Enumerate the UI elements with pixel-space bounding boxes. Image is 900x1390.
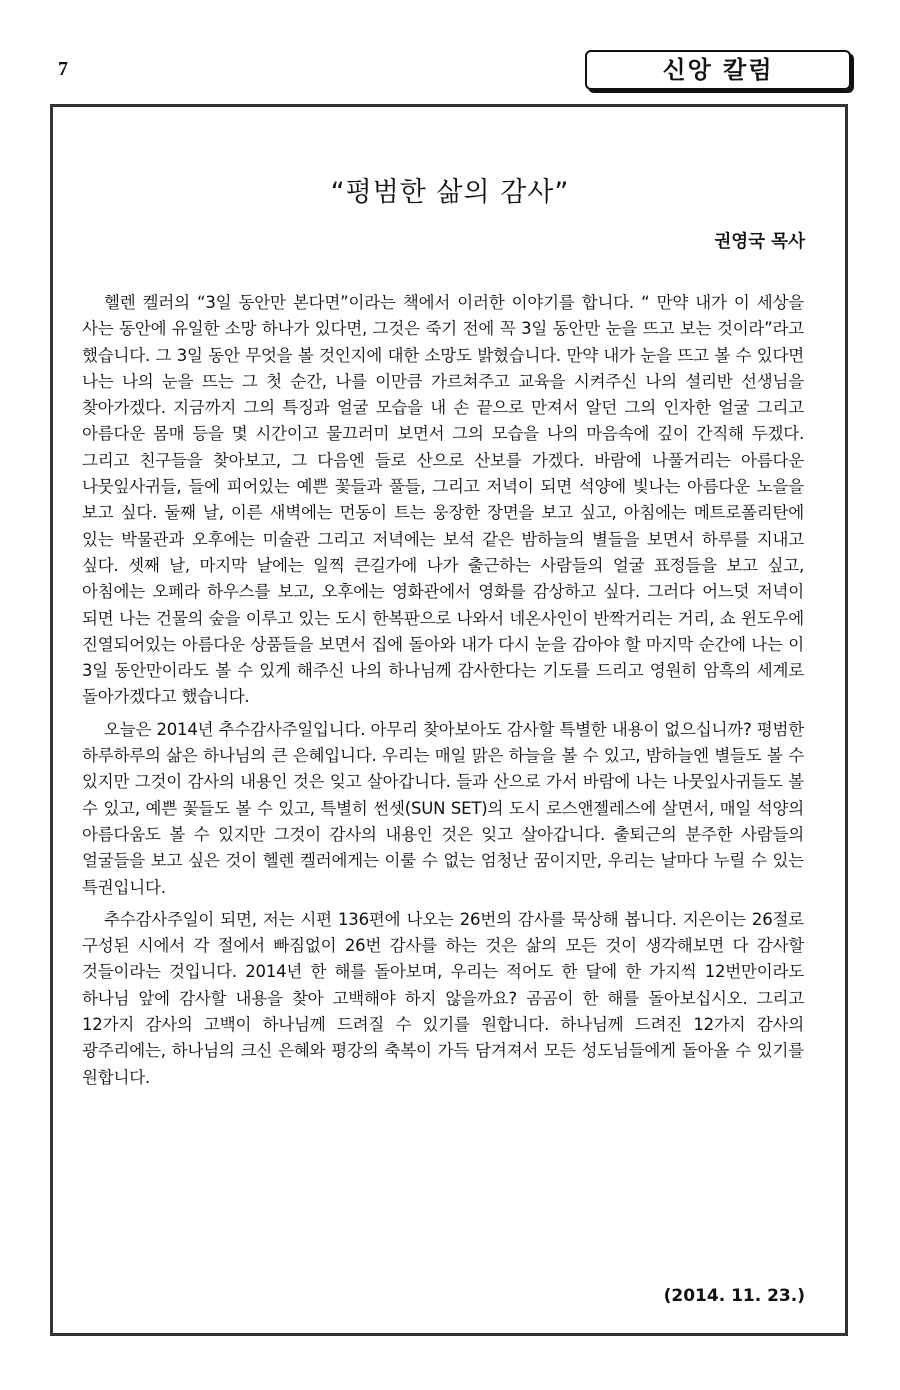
section-title: 신앙 칼럼 [585, 50, 851, 90]
page-number: 7 [58, 58, 68, 80]
article-body [82, 290, 804, 1097]
article-date: (2014. 11. 23.) [663, 1286, 805, 1306]
article-paragraph: 헬렌 켈러의 “3일 동안만 본다면”이라는 책에서 이러한 이야기를 합니다. “ 만약 내가 이 세상을 사는 동안에 유일한 소망 하나가 있다면, 그것은 죽기 전에 꼭 3일 동안만 눈을 뜨고 보는 것이라”라고 했습니다. 그 3일 동안 무엇을 볼 것인지에 대한 소망도 밝혔습니다. 만약 내가 눈을 뜨고 볼 수 있다면 나는 나의 눈을 뜨는 그 첫 순간, 나를 이만큼 가르쳐주고 교육을 시켜주신 나의 셜리반 선생님을 찾아가겠다. 지금까지 그의 특징과 얼굴 모습을 내 손 끝으로 만져서 알던 그의 인자한 얼굴 그리고 아름다운 몸매 등을 몇 시간이고 물끄러미 보면서 그의 모습을 나의 마음속에 깊이 간직해 두겠다. 그리고 친구들을 찾아보고, 그 다음엔 들로 산으로 산보를 가겠다. 바람에 나풀거리는 아름다운 나뭇잎사귀들, 들에 피어있는 예쁜 꽃들과 풀들, 그리고 저녁이 되면 석양에 빛나는 아름다운 노을을 보고 싶다. 둘째 날, 이른 새벽에는 먼동이 트는 웅장한 장면을 보고 싶고, 아침에는 메트로폴리탄에 있는 박물관과 오후에는 미술관 그리고 저녁에는 보석 같은 밤하늘의 별들을 보면서 하루를 지내고 싶다. 셋째 날, 마지막 날에는 일찍 큰길가에 나가 출근하는 사람들의 얼굴 표정들을 보고 싶고, 아침에는 오페라 하우스를 보고, 오후에는 영화관에서 영화를 감상하고 싶다. 그러다 어느덧 저녁이 되면 나는 건물의 숲을 이루고 있는 도시 한복판으로 나와서 네온사인이 반짝거리는 거리, 쇼 윈도우에 진열되어있는 아름다운 상품들을 보면서 집에 돌아와 내가 다시 눈을 감아야 할 마지막 순간에 나는 이 3일 동안만이라도 볼 수 있게 해주신 나의 하나님께 감사한다는 기도를 드리고 영원히 암흑의 세계로 돌아가겠다고 했습니다. [82, 293, 804, 707]
article-author: 권영국 목사 [714, 232, 805, 252]
article-paragraph: 추수감사주일이 되면, 저는 시편 136편에 나오는 26번의 감사를 묵상해 봅니다. 지은이는 26절로 구성된 시에서 각 절에서 빠짐없이 26번 감사를 하는 것은 삶의 모든 것이 생각해보면 다 감사할 것들이라는 것입니다. 2014년 한 해를 돌아보며, 우리는 적어도 한 달에 한 가지씩 12번만이라도 하나님 앞에 감사할 내용을 찾아 고백해야 하지 않을까요? 곰곰이 한 해를 돌아보십시오. 그리고 12가지 감사의 고백이 하나님께 드려질 수 있기를 원합니다. 하나님께 드려진 12가지 감사의 광주리에는, 하나님의 크신 은혜와 평강의 축복이 가득 담겨져서 모든 성도님들에게 돌아올 수 있기를 원합니다. [82, 909, 804, 1087]
article-title: “평범한 삶의 감사” [330, 177, 570, 209]
article-paragraph: 오늘은 2014년 추수감사주일입니다. 아무리 찾아보아도 감사할 특별한 내용이 없으십니까? 평범한 하루하루의 삶은 하나님의 큰 은혜입니다. 우리는 매일 맑은 하늘을 볼 수 있고, 밤하늘엔 별들도 볼 수 있지만 그것이 감사의 내용인 것은 잊고 살아갑니다. 들과 산으로 가서 바람에 나는 나뭇잎사귀들도 볼 수 있고, 예쁜 꽃들도 볼 수 있고, 특별히 썬셋(SUN SET)의 도시 로스앤젤레스에 살면서, 매일 석양의 아름다움도 볼 수 있지만 그것이 감사의 내용인 것은 잊고 살아갑니다. 출퇴근의 분주한 사람들의 얼굴들을 보고 싶은 것이 헬렌 켈러에게는 이룰 수 없는 엄청난 꿈이지만, 우리는 날마다 누릴 수 있는 특권입니다. [82, 719, 804, 897]
